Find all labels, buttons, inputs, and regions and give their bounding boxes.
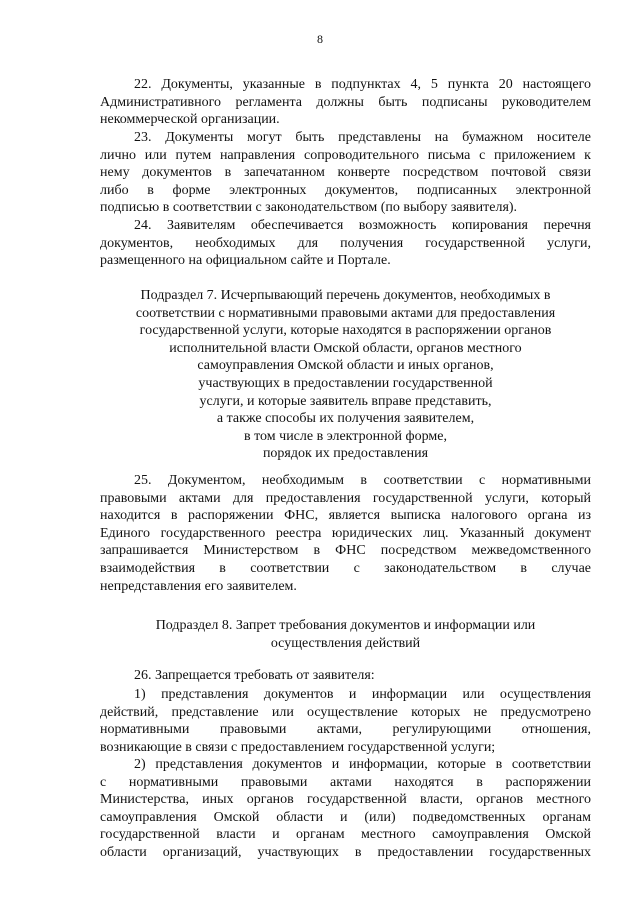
heading-line: а также способы их получения заявителем, (216, 411, 475, 427)
text-line: нему документов в запечатанном конверте посредством почтовой связи (100, 165, 591, 181)
heading-line: участвующих в предоставлении государственной (198, 375, 493, 391)
heading-line: государственной услуги, которые находятся в распоряжении органов (139, 323, 552, 339)
paragraph-26-item-1 (100, 686, 591, 756)
heading-line: осуществления действий (270, 635, 421, 651)
text-line: 2) представления документов и информации, которые в соответствии (134, 757, 591, 772)
text-line: государственной власти и органам местного самоуправления Омской (100, 827, 591, 843)
text-line: 24. Заявителям обеспечивается возможность копирования перечня (134, 218, 591, 233)
text-line: возникающие в связи с предоставлением государственной услуги; (100, 739, 496, 755)
text-line: размещенного на официальном сайте и Портале. (100, 253, 391, 269)
text-line: некоммерческой организации. (100, 112, 280, 128)
paragraph-26 (100, 667, 591, 685)
text-line: с нормативными правовыми актами находятся в распоряжении (100, 774, 591, 790)
text-line: действий, представление или осуществление которых не предусмотрено (100, 704, 591, 720)
paragraph-23 (100, 129, 591, 217)
paragraph-26-item-2 (100, 756, 591, 862)
paragraph-25 (100, 472, 591, 595)
text-line: документов, необходимых для получения государственной услуги, (100, 235, 591, 251)
text-line: нормативными правовыми актами, регулирующими отношения, (100, 722, 591, 738)
heading-line: услуги, и которые заявитель вправе представить, (199, 393, 492, 409)
paragraph-24 (100, 217, 591, 270)
heading-line: Подраздел 8. Запрет требования документов и информации или (155, 618, 536, 633)
text-line: лично или путем направления сопроводительного письма с приложением к (100, 147, 591, 163)
text-line: либо в форме электронных документов, подписанных электронной (100, 182, 591, 198)
text-line: 26. Запрещается требовать от заявителя: (134, 668, 375, 683)
text-line: 1) представления документов и информации или осуществления (134, 687, 591, 702)
heading-line: самоуправления Омской области и иных органов, (197, 358, 494, 374)
text-line: Административного регламента должны быть подписаны руководителем (100, 94, 591, 110)
heading-line: исполнительной власти Омской области, органов местного (169, 340, 522, 356)
text-line: правовыми актами для предоставления государственной услуги, который (100, 490, 591, 506)
text-line: 23. Документы могут быть представлены на бумажном носителе (134, 130, 591, 145)
heading-line: Подраздел 7. Исчерпывающий перечень документов, необходимых в (140, 288, 551, 303)
subsection-7-heading (100, 287, 591, 463)
page-number: 8 (317, 32, 323, 46)
text-line: 22. Документы, указанные в подпунктах 4, 5 пункта 20 настоящего (134, 77, 591, 92)
text-line: области организаций, участвующих в предоставлении государственных (100, 844, 591, 860)
text-line: подписью в соответствии с законодательством (по выбору заявителя). (100, 200, 518, 216)
text-line: Единого государственного реестра юридических лиц. Указанный документ (100, 525, 591, 541)
text-line: Министерства, иных органов государственной власти, органов местного (100, 792, 591, 808)
text-line: взаимодействия в соответствии с законодательством в случае (100, 560, 591, 576)
heading-line: в том числе в электронной форме, (244, 428, 447, 444)
text-line: непредставления его заявителем. (100, 578, 297, 594)
text-line: находится в распоряжении ФНС, является выписка налогового органа из (100, 508, 591, 524)
subsection-8-heading (100, 617, 591, 652)
heading-line: соответствии с нормативными правовыми актами для предоставления (135, 305, 556, 321)
text-line: 25. Документом, необходимым в соответствии с нормативными (134, 473, 591, 488)
text-line: запрашивается Министерством в ФНС посредством межведомственного (100, 543, 591, 559)
text-line: самоуправления Омской области и (или) подведомственных органам (100, 809, 591, 825)
heading-line: порядок их предоставления (262, 446, 429, 462)
paragraph-22 (100, 76, 591, 129)
